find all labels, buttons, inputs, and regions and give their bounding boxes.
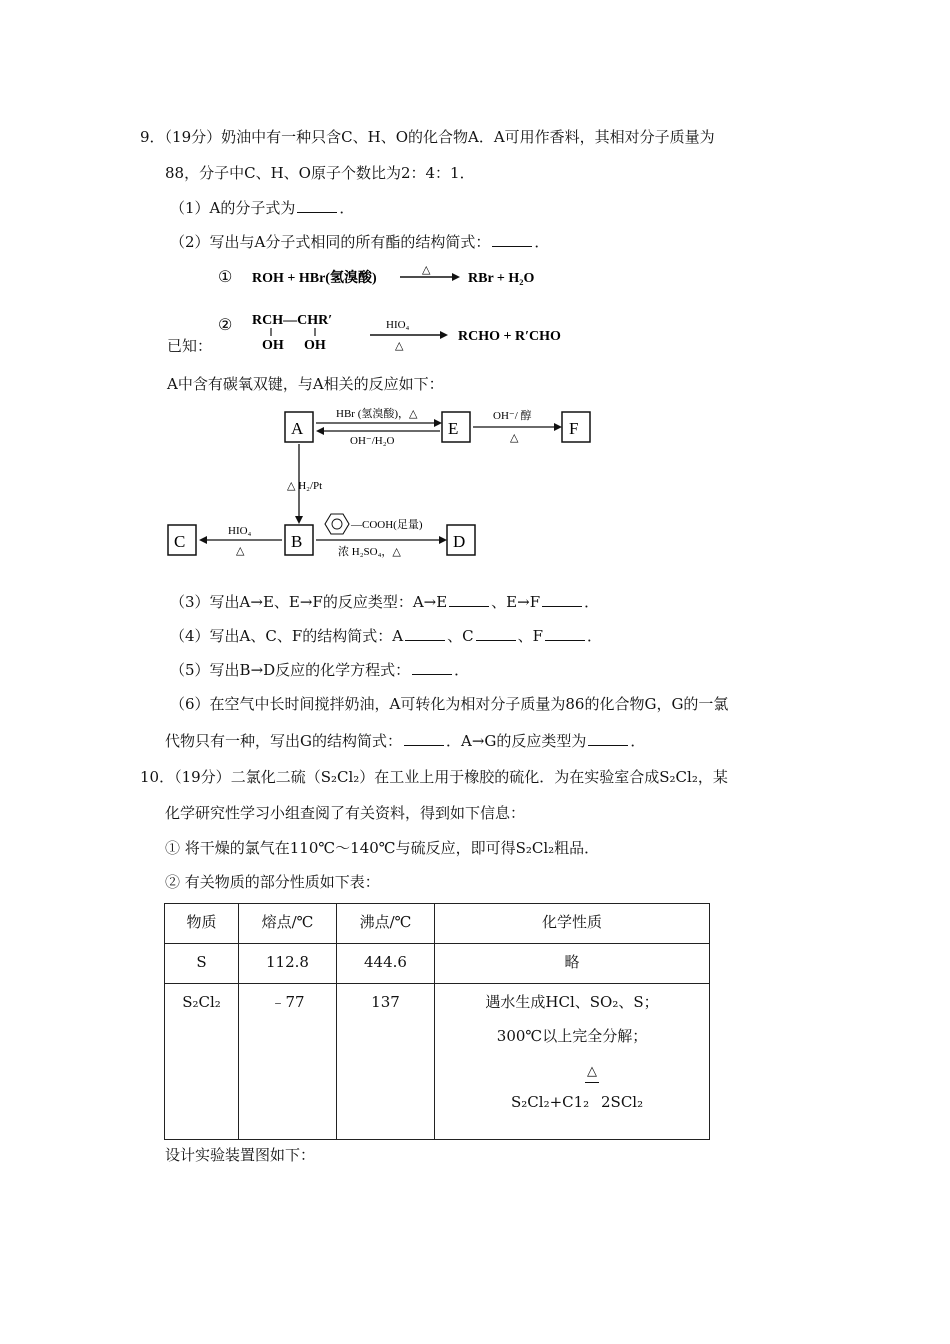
box-b-label: B [291,532,303,551]
reaction2-oh-right: OH [304,338,326,353]
q9-part6-line1: （6）在空气中长时间搅拌奶油，A可转化为相对分子质量为86的化合物G，G的一氯 [170,695,729,713]
answer-blank[interactable] [545,626,585,641]
q9-part2: （2）写出与A分子式相同的所有酯的结构简式： ． [170,233,550,251]
answer-blank[interactable] [297,198,337,213]
q9-part1: （1）A的分子式为 ． [170,199,355,217]
equation-left: S₂Cl₂+C1₂ [511,1093,590,1111]
reaction2-products: RCHO + R′CHO [458,329,561,344]
answer-blank[interactable] [449,592,489,607]
properties-table [164,903,710,1140]
known-label: 已知： [167,337,213,355]
arrow-b-to-d-condition: 浓 H₂SO₄，△ [338,546,401,558]
q9-part5: （5）写出B→D反应的化学方程式： ． [170,661,470,679]
reaction1-products: RBr + H₂O [468,271,535,286]
box-c-label: C [174,532,186,551]
q10-header [140,767,728,787]
reaction2-oh-left: OH [262,338,284,353]
arrow-a-to-b-condition: △ H₂/Pt [287,480,323,492]
reaction2-number: ② [218,317,233,334]
table-header-cell: 沸点/℃ [337,904,435,944]
box-f-label: F [569,419,579,438]
q10-intro-line1: 二氯化二硫（S₂Cl₂）在工业上用于橡胶的硫化．为在实验室合成S₂Cl₂，某 [230,768,728,786]
table-cell: 112.8 [239,944,337,984]
chem-property-line: 300℃以上完全分解； [496,1027,648,1045]
reaction2-reagent: HIO₄ [386,319,410,331]
q9-part4: （4）写出A、C、F的结构简式：A 、C 、F ． [170,627,603,645]
answer-blank[interactable] [404,731,444,746]
reaction1-reactants: ROH + HBr(氢溴酸) [252,271,377,286]
q9-score: （19分） [164,128,222,146]
q9-intro-line2: 88，分子中C、H、O原子个数比为2：4：1． [165,164,475,182]
arrowhead [434,419,442,427]
arrow-b-to-c-reagent: HIO₄ [228,525,252,537]
q9-part3: （3）写出A→E、E→F的反应类型：A→E 、E→F ． [170,593,600,611]
equation-condition: △ [587,1064,597,1079]
table-cell: 137 [337,984,435,1140]
reaction1-arrowhead [452,273,460,281]
table-cell: S₂Cl₂ [165,984,239,1140]
arrow-e-to-f-reagent: OH⁻/ 醇 [493,410,532,422]
q10-intro-line2: 化学研究性学习小组查阅了有关资料，得到如下信息： [165,804,526,822]
equation-sign-line [585,1082,599,1083]
benzene-ring-circle [332,519,342,529]
table-cell: 略 [435,944,710,984]
reaction2-condition: △ [395,340,404,352]
reaction2-arrowhead [440,331,448,339]
arrow-b-to-c-condition: △ [236,545,245,557]
answer-blank[interactable] [588,731,628,746]
q9-header [140,127,715,147]
table-row [165,944,710,984]
reaction1-condition: △ [422,264,431,276]
reaction1-number: ① [218,269,233,286]
table-header-cell: 化学性质 [435,904,710,944]
benzene-ring-icon [325,514,349,534]
arrow-e-to-a-condition: OH⁻/H₂O [350,435,395,447]
table-cell: 444.6 [337,944,435,984]
table-header-cell: 物质 [165,904,239,944]
arrowhead [439,536,447,544]
answer-blank[interactable] [476,626,516,641]
table-row [165,984,710,1140]
q9-part6-line2: 代物只有一种，写出G的结构简式： ．A→G的反应类型为 ． [165,732,646,750]
answer-blank[interactable] [405,626,445,641]
table-cell: ﹣77 [239,984,337,1140]
arrow-e-to-f-condition: △ [510,432,519,444]
arrowhead [295,516,303,524]
q10-number: 10． [140,768,175,786]
answer-blank[interactable] [542,592,582,607]
arrowhead [316,427,324,435]
q9-intro-line1: 奶油中有一种只含C、H、O的化合物A．A可用作香料，其相对分子质量为 [221,128,715,146]
q9-carbonyl-note: A中含有碳氧双键，与A相关的反应如下： [167,375,444,393]
q10-info1: ① 将干燥的氯气在110℃～140℃与硫反应，即可得S₂Cl₂粗品． [165,839,600,857]
q10-design-note: 设计实验装置图如下： [165,1146,316,1164]
table-header-row [165,904,710,944]
answer-blank[interactable] [412,660,452,675]
answer-blank[interactable] [492,232,532,247]
table-cell: S [165,944,239,984]
box-a-label: A [291,419,304,438]
q10-info2: ② 有关物质的部分性质如下表： [165,873,380,891]
box-d-label: D [453,532,466,551]
known-reactions-figure [200,260,600,360]
chem-property-line: 遇水生成HCl、SO₂、S； [485,993,659,1011]
decomposition-equation [439,1050,705,1112]
arrowhead [554,423,562,431]
arrow-b-to-d-reagent: —COOH(足量) [351,519,423,531]
equation-right: 2SCl₂ [601,1093,644,1111]
box-e-label: E [448,419,459,438]
reaction-scheme [160,402,610,567]
reaction2-diol: RCH—CHR′ [252,313,333,328]
chemical-properties-cell [435,984,710,1140]
arrow-a-to-e-condition: HBr (氢溴酸)，△ [336,408,418,420]
q10-score: （19分） [174,768,231,786]
arrowhead [199,536,207,544]
table-header-cell: 熔点/℃ [239,904,337,944]
q9-number: 9． [140,128,165,146]
